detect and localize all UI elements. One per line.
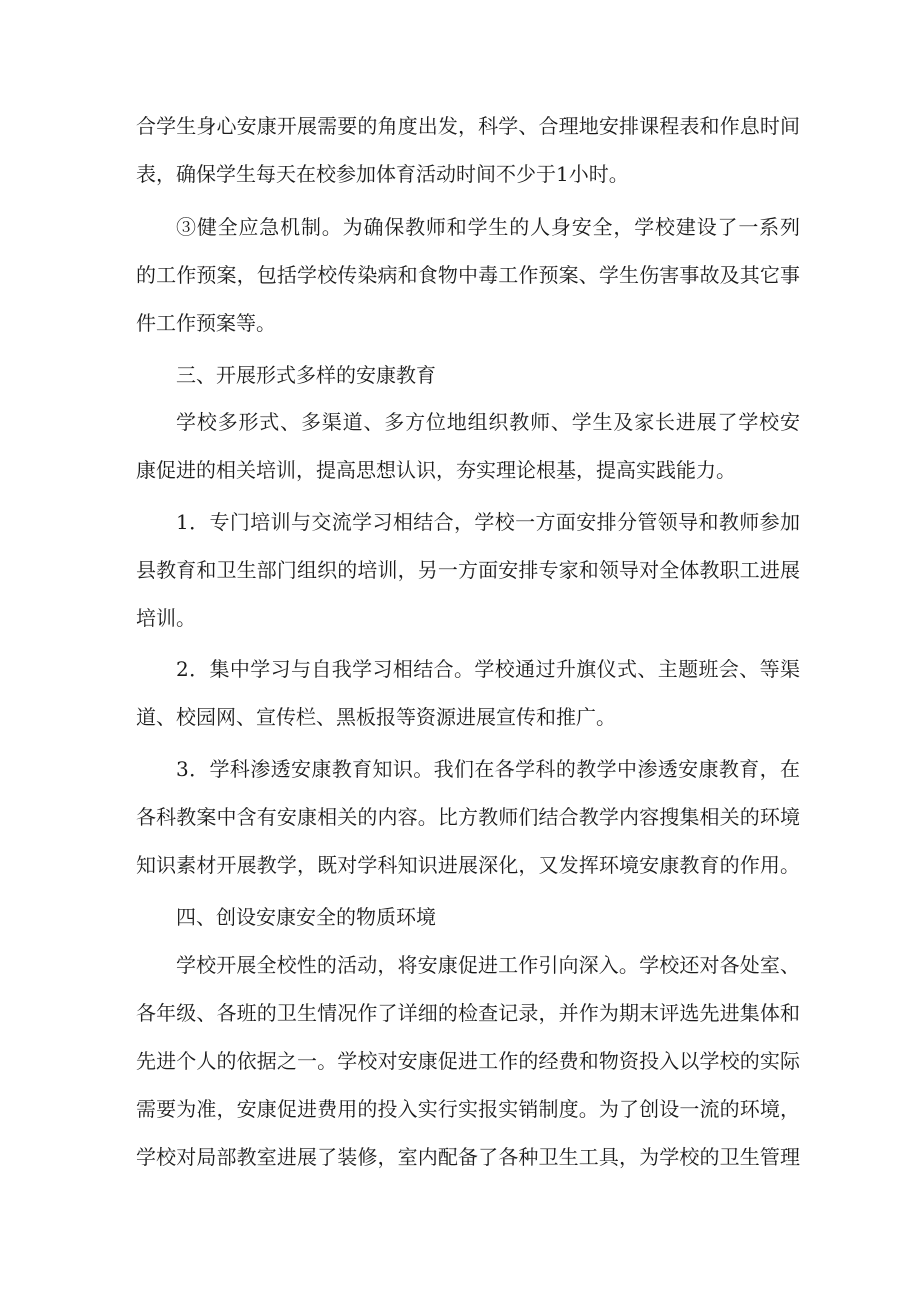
section-heading: 三、开展形式多样的安康教育 xyxy=(176,363,436,387)
text-line: 1．专门培训与交流学习相结合，学校一方面安排分管领导和教师参加 xyxy=(176,510,800,534)
text-line: 合学生身心安康开展需要的角度出发，科学、合理地安排课程表和作息时间 xyxy=(136,114,800,138)
text-line: 道、校园网、宣传栏、黑板报等资源进展宣传和推广。 xyxy=(136,705,616,729)
text-line: 各科教案中含有安康相关的内容。比方教师们结合教学内容搜集相关的环境 xyxy=(136,805,800,829)
text-line: 2．集中学习与自我学习相结合。学校通过升旗仪式、主题班会、等渠 xyxy=(176,657,800,681)
text-line: 康促进的相关培训，提高思想认识，夯实理论根基，提高实践能力。 xyxy=(136,458,736,482)
text-line: 知识素材开展教学，既对学科知识进展深化，又发挥环境安康教育的作用。 xyxy=(136,853,800,877)
section-heading: 四、创设安康安全的物质环境 xyxy=(176,905,436,929)
text-line: 需要为准，安康促进费用的投入实行实报实销制度。为了创设一流的环境， xyxy=(136,1097,800,1121)
text-line: 培训。 xyxy=(136,606,196,630)
text-line: 的工作预案，包括学校传染病和食物中毒工作预案、学生伤害事故及其它事 xyxy=(136,263,800,287)
text-line: 学校开展全校性的活动，将安康促进工作引向深入。学校还对各处室、 xyxy=(176,953,800,977)
text-line: 先进个人的依据之一。学校对安康促进工作的经费和物资投入以学校的实际 xyxy=(136,1049,800,1073)
text-line: ③健全应急机制。为确保教师和学生的人身安全，学校建设了一系列 xyxy=(176,215,800,239)
text-line: 学校对局部教室进展了装修，室内配备了各种卫生工具，为学校的卫生管理 xyxy=(136,1145,800,1169)
text-line: 县教育和卫生部门组织的培训，另一方面安排专家和领导对全体教职工进展 xyxy=(136,558,800,582)
text-line: 3．学科渗透安康教育知识。我们在各学科的教学中渗透安康教育，在 xyxy=(176,757,800,781)
text-line: 学校多形式、多渠道、多方位地组织教师、学生及家长进展了学校安 xyxy=(176,410,800,434)
text-line: 表，确保学生每天在校参加体育活动时间不少于1小时。 xyxy=(136,162,629,186)
text-line: 各年级、各班的卫生情况作了详细的检查记录，并作为期末评选先进集体和 xyxy=(136,1001,800,1025)
text-line: 件工作预案等。 xyxy=(136,311,276,335)
